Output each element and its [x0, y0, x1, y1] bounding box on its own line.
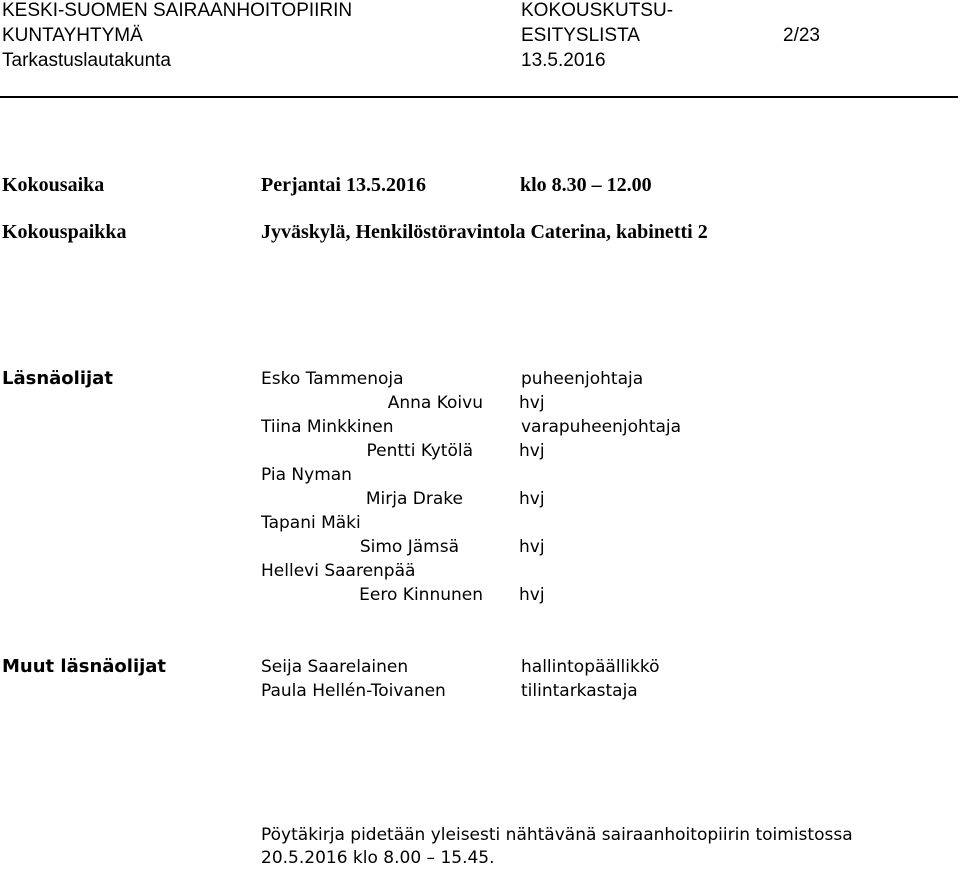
document-type-line1: KOKOUSKUTSU- [521, 0, 674, 21]
other-attendee-name: Paula Hellén-Toivanen [261, 681, 446, 701]
attendee-role: hvj [519, 393, 545, 413]
attendee-role: puheenjohtaja [521, 369, 644, 389]
attendee-name: Tiina Minkkinen [261, 417, 394, 437]
minutes-notice-line2: 20.5.2016 klo 8.00 – 15.45. [261, 848, 495, 868]
header-rule [0, 96, 958, 98]
attendee-name: Mirja Drake [365, 489, 463, 509]
attendee-name: Hellevi Saarenpää [261, 561, 416, 581]
attendee-role: varapuheenjohtaja [521, 417, 682, 437]
attendee-name: Tapani Mäki [261, 513, 361, 533]
meeting-place-value: Jyväskylä, Henkilöstöravintola Caterina, kabinetti 2 [261, 221, 708, 243]
organization-name-line1: KESKI-SUOMEN SAIRAANHOITOPIIRIN [2, 0, 353, 21]
other-attendee-role: tilintarkastaja [521, 681, 638, 701]
attendee-name: Anna Koivu [387, 393, 483, 413]
other-attendees-label: Muut läsnäolijat [2, 656, 167, 677]
attendee-name: Pentti Kytölä [366, 441, 473, 461]
attendee-name: Simo Jämsä [359, 537, 459, 557]
attendee-role: hvj [519, 537, 545, 557]
document-date: 13.5.2016 [521, 50, 606, 71]
attendee-role: hvj [519, 585, 545, 605]
other-attendee-name: Seija Saarelainen [261, 657, 409, 677]
page-number: 2/23 [783, 25, 820, 46]
board-name: Tarkastuslautakunta [2, 50, 171, 71]
attendee-name: Pia Nyman [261, 465, 352, 485]
meeting-place-label: Kokouspaikka [2, 221, 127, 243]
meeting-time-value: Perjantai 13.5.2016 [261, 174, 426, 196]
attendee-role: hvj [519, 489, 545, 509]
other-attendee-role: hallintopäällikkö [521, 657, 660, 677]
organization-name-line2: KUNTAYHTYMÄ [2, 25, 143, 46]
meeting-time-hours: klo 8.30 – 12.00 [520, 174, 652, 196]
attendee-role: hvj [519, 441, 545, 461]
minutes-notice-line1: Pöytäkirja pidetään yleisesti nähtävänä sairaanhoitopiirin toimistossa [261, 825, 853, 845]
document-type-line2: ESITYSLISTA [521, 25, 640, 46]
attendee-name: Esko Tammenoja [261, 369, 404, 389]
attendee-name: Eero Kinnunen [359, 585, 483, 605]
attendees-label: Läsnäolijat [2, 368, 113, 389]
meeting-time-label: Kokousaika [2, 174, 105, 196]
